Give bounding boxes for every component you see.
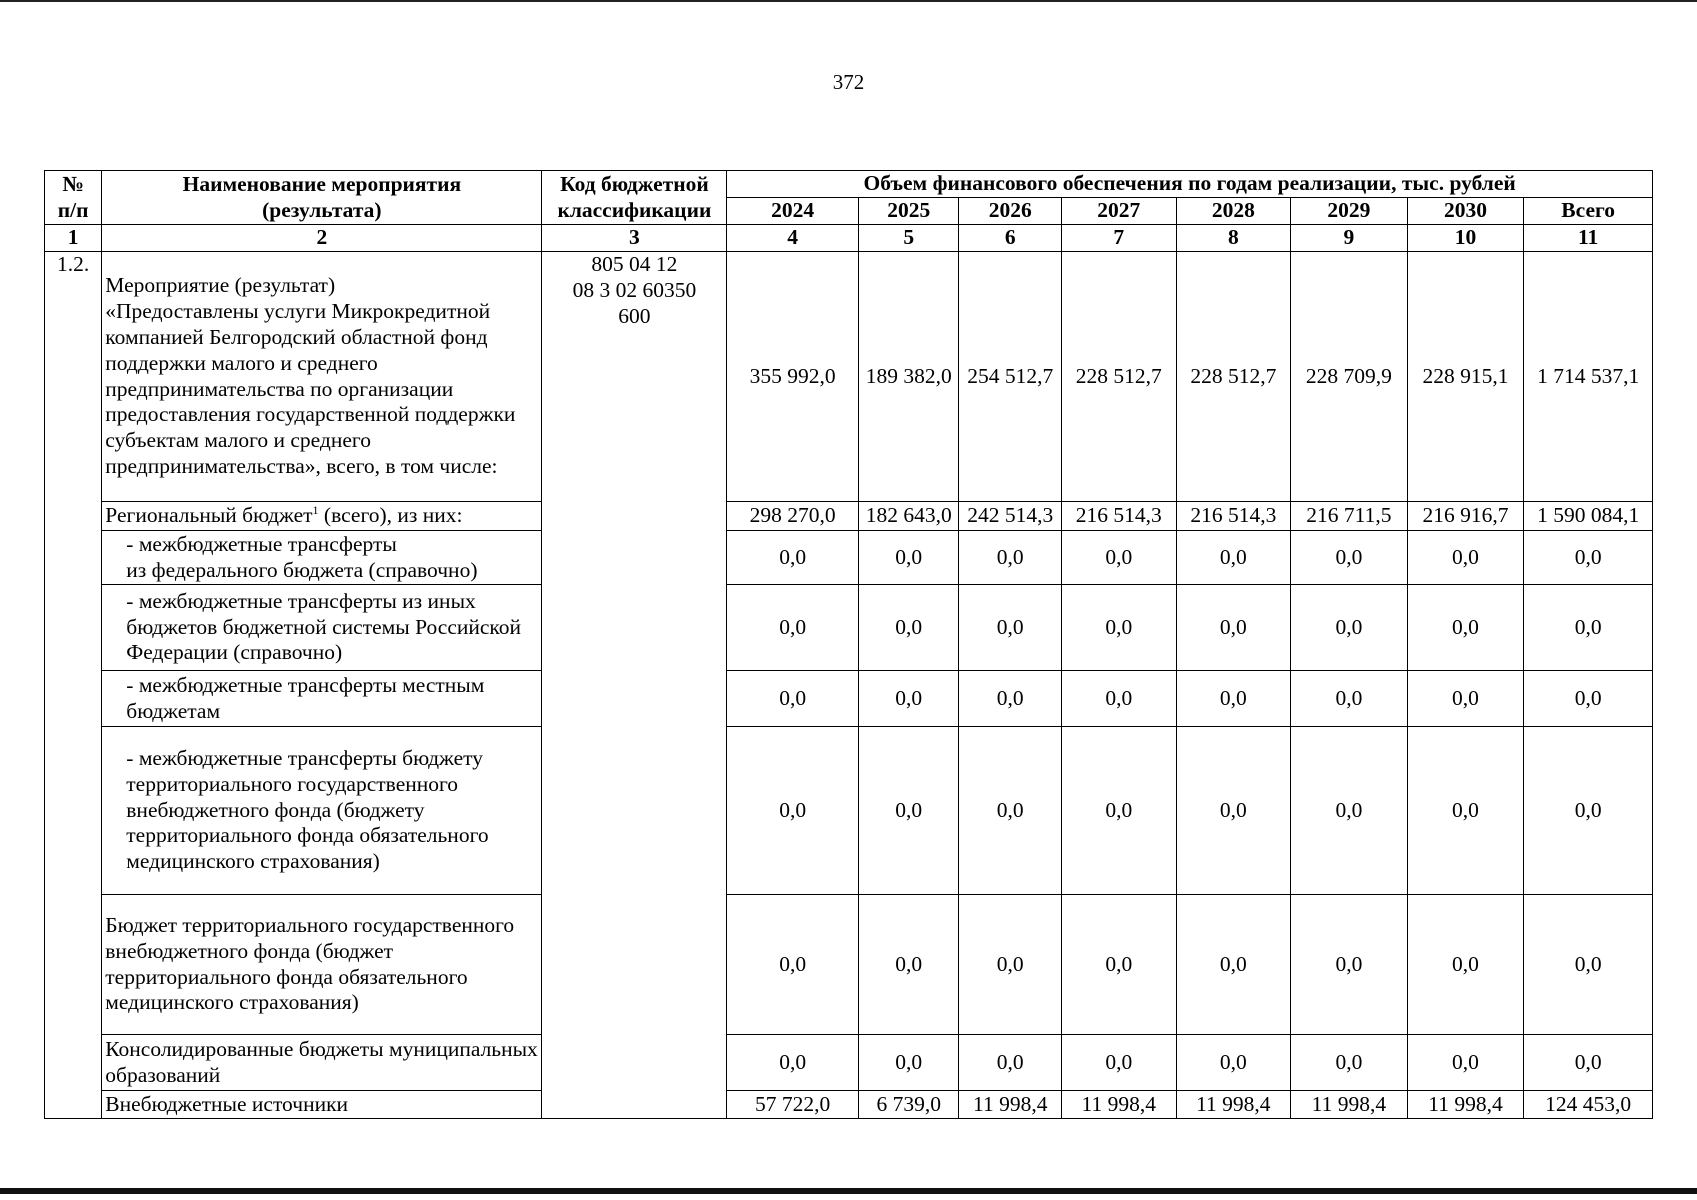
column-index: 7 (1061, 225, 1176, 252)
value-cell: 228 709,9 (1291, 252, 1408, 502)
column-index: 4 (727, 225, 859, 252)
value-cell: 0,0 (1291, 531, 1408, 585)
total-cell: 1 590 084,1 (1524, 502, 1653, 531)
value-cell: 11 998,4 (1291, 1091, 1408, 1119)
value-cell: 0,0 (1176, 671, 1291, 727)
row-name: - межбюджетные трансферты из федерального бюджета (справочно) (102, 531, 542, 585)
column-index: 5 (859, 225, 959, 252)
value-cell: 0,0 (959, 531, 1062, 585)
value-cell: 0,0 (859, 1035, 959, 1091)
total-cell: 1 714 537,1 (1524, 252, 1653, 502)
total-cell: 0,0 (1524, 531, 1653, 585)
header-num: № п/п (45, 171, 102, 225)
value-cell: 0,0 (1407, 531, 1524, 585)
value-cell: 0,0 (1407, 671, 1524, 727)
value-cell: 216 916,7 (1407, 502, 1524, 531)
value-cell: 11 998,4 (1176, 1091, 1291, 1119)
row-name: Внебюджетные источники (102, 1091, 542, 1119)
column-index: 8 (1176, 225, 1291, 252)
row-name: Консолидированные бюджеты муниципальных образований (102, 1035, 542, 1091)
value-cell: 0,0 (859, 585, 959, 671)
value-cell: 0,0 (1061, 671, 1176, 727)
item-number: 1.2. (45, 252, 102, 1119)
value-cell: 6 739,0 (859, 1091, 959, 1119)
value-cell: 0,0 (1407, 727, 1524, 895)
row-name-text: Региональный бюджет (105, 503, 313, 528)
value-cell: 0,0 (1176, 585, 1291, 671)
header-year: 2029 (1291, 198, 1408, 225)
row-name: - межбюджетные трансферты местным бюджетам (102, 671, 542, 727)
column-index: 9 (1291, 225, 1408, 252)
value-cell: 0,0 (1291, 1035, 1408, 1091)
value-cell: 0,0 (1061, 895, 1176, 1035)
column-index: 11 (1524, 225, 1653, 252)
value-cell: 216 514,3 (1176, 502, 1291, 531)
table-row (45, 727, 1653, 895)
table-row (45, 671, 1653, 727)
total-cell: 0,0 (1524, 1035, 1653, 1091)
value-cell: 0,0 (959, 1035, 1062, 1091)
value-cell: 216 514,3 (1061, 502, 1176, 531)
value-cell: 0,0 (959, 895, 1062, 1035)
bottom-rule (0, 1188, 1697, 1194)
value-cell: 0,0 (859, 895, 959, 1035)
value-cell: 0,0 (959, 671, 1062, 727)
column-index: 2 (102, 225, 542, 252)
value-cell: 0,0 (1061, 1035, 1176, 1091)
header-year: 2027 (1061, 198, 1176, 225)
column-index: 10 (1407, 225, 1524, 252)
value-cell: 0,0 (1176, 727, 1291, 895)
value-cell: 0,0 (1061, 585, 1176, 671)
value-cell: 254 512,7 (959, 252, 1062, 502)
row-name: Бюджет территориального государственного внебюджетного фонда (бюджет территориального фонда обязательного медицинского страхования) (102, 895, 542, 1035)
value-cell: 11 998,4 (959, 1091, 1062, 1119)
value-cell: 11 998,4 (1061, 1091, 1176, 1119)
value-cell: 0,0 (1176, 531, 1291, 585)
value-cell: 228 512,7 (1176, 252, 1291, 502)
value-cell: 0,0 (1291, 727, 1408, 895)
value-cell: 0,0 (1291, 895, 1408, 1035)
row-name-suffix: (всего), из них: (318, 503, 463, 528)
table-row (45, 1035, 1653, 1091)
value-cell: 0,0 (959, 585, 1062, 671)
value-cell: 0,0 (1407, 895, 1524, 1035)
value-cell: 0,0 (1407, 1035, 1524, 1091)
value-cell: 11 998,4 (1407, 1091, 1524, 1119)
budget-code: 805 04 12 08 3 02 60350 600 (542, 252, 727, 1119)
footnote-mark: 1 (312, 503, 319, 518)
table-row (45, 1091, 1653, 1119)
header-year: 2030 (1407, 198, 1524, 225)
row-name: - межбюджетные трансферты из иных бюджетов бюджетной системы Российской Федерации (справочно) (102, 585, 542, 671)
value-cell: 228 512,7 (1061, 252, 1176, 502)
header-volume: Объем финансового обеспечения по годам реализации, тыс. рублей (727, 171, 1653, 198)
header-year: 2028 (1176, 198, 1291, 225)
table-row (45, 585, 1653, 671)
header-year: 2025 (859, 198, 959, 225)
column-index: 6 (959, 225, 1062, 252)
value-cell: 242 514,3 (959, 502, 1062, 531)
value-cell: 216 711,5 (1291, 502, 1408, 531)
value-cell: 0,0 (727, 531, 859, 585)
header-year: 2026 (959, 198, 1062, 225)
header-code: Код бюджетной классификации (542, 171, 727, 225)
value-cell: 0,0 (727, 727, 859, 895)
row-name (102, 502, 542, 531)
total-cell: 0,0 (1524, 895, 1653, 1035)
table-row (45, 895, 1653, 1035)
top-rule (0, 0, 1697, 2)
row-name: Мероприятие (результат) «Предоставлены услуги Микрокредитной компанией Белгородский областной фонд поддержки малого и среднего предпринимательства по организации предоставления государственной поддержки субъектам малого и среднего предпринимательства», всего, в том числе: (102, 252, 542, 502)
value-cell: 0,0 (727, 895, 859, 1035)
column-index: 1 (45, 225, 102, 252)
row-name: - межбюджетные трансферты бюджету территориального государственного внебюджетного фонда (бюджету территориального фонда обязательного медицинского страхования) (102, 727, 542, 895)
page-number: 372 (832, 70, 865, 94)
value-cell: 0,0 (1176, 895, 1291, 1035)
table-row (45, 252, 1653, 502)
value-cell: 0,0 (859, 727, 959, 895)
value-cell: 189 382,0 (859, 252, 959, 502)
header-total: Всего (1524, 198, 1653, 225)
value-cell: 182 643,0 (859, 502, 959, 531)
value-cell: 0,0 (727, 585, 859, 671)
value-cell: 298 270,0 (727, 502, 859, 531)
value-cell: 0,0 (727, 671, 859, 727)
value-cell: 0,0 (1176, 1035, 1291, 1091)
value-cell: 228 915,1 (1407, 252, 1524, 502)
table-row (45, 531, 1653, 585)
total-cell: 0,0 (1524, 585, 1653, 671)
value-cell: 0,0 (1407, 585, 1524, 671)
table-row (45, 502, 1653, 531)
total-cell: 124 453,0 (1524, 1091, 1653, 1119)
value-cell: 0,0 (727, 1035, 859, 1091)
value-cell: 0,0 (1061, 727, 1176, 895)
header-year: 2024 (727, 198, 859, 225)
total-cell: 0,0 (1524, 671, 1653, 727)
value-cell: 0,0 (1291, 671, 1408, 727)
value-cell: 0,0 (959, 727, 1062, 895)
value-cell: 0,0 (859, 531, 959, 585)
value-cell: 0,0 (859, 671, 959, 727)
value-cell: 0,0 (1291, 585, 1408, 671)
financing-table (44, 170, 1653, 1119)
column-index: 3 (542, 225, 727, 252)
value-cell: 0,0 (1061, 531, 1176, 585)
column-index-row (45, 225, 1653, 252)
value-cell: 355 992,0 (727, 252, 859, 502)
total-cell: 0,0 (1524, 727, 1653, 895)
header-name: Наименование мероприятия (результата) (102, 171, 542, 225)
value-cell: 57 722,0 (727, 1091, 859, 1119)
